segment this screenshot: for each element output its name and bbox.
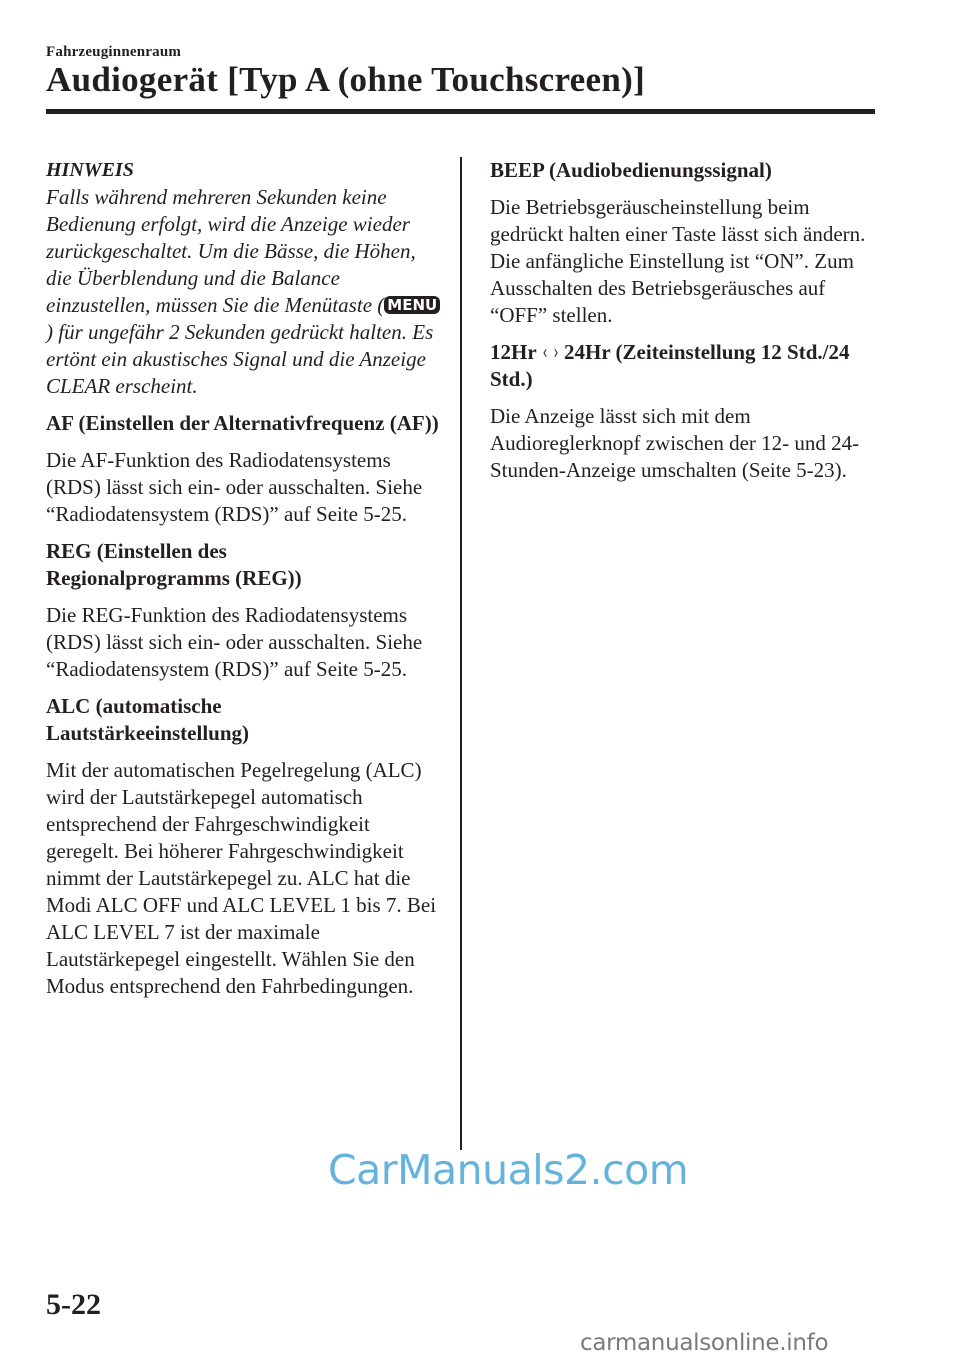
beep-body: Die Betriebsgeräuscheinstellung beim gedrückt halten einer Taste lässt sich ändern. Die anfängliche Einstellung ist “ON”. Zum Ausschalten des Betriebsgeräusches auf “OFF” stellen. — [490, 195, 866, 327]
alc-heading-line1: ALC (automatische — [46, 694, 222, 718]
reg-heading-line2: Regionalprogramms (REG)) — [46, 566, 302, 590]
note-text-part2: ) für ungefähr 2 Sekunden gedrückt halten. Es ertönt ein akustisches Signal und die Anzeige CLEAR erscheint. — [46, 320, 434, 398]
chevron-right-icon: › — [553, 340, 559, 364]
title-rule — [46, 109, 875, 114]
carmanuals-watermark: CarManuals2.com — [328, 1146, 689, 1194]
page-number: 5-22 — [46, 1288, 101, 1321]
beep-heading: BEEP (Audiobedienungssignal) — [490, 158, 772, 182]
chevron-left-icon: ‹ — [542, 340, 547, 364]
alc-heading-line2: Lautstärkeeinstellung) — [46, 721, 250, 745]
reg-heading-line1: REG (Einstellen des — [46, 539, 227, 563]
menu-button-icon: MENU — [384, 296, 440, 314]
reg-heading — [46, 538, 446, 592]
note-text-part1: Falls während mehreren Sekunden keine Bedienung erfolgt, wird die Anzeige wieder zurückgeschaltet. Um die Bässe, die Höhen, die Überblendung und die Balance einzustellen, müssen Sie die Menütaste ( — [46, 185, 416, 317]
af-heading: AF (Einstellen der Alternativfrequenz (AF)) — [46, 411, 439, 435]
alc-heading — [46, 693, 446, 747]
af-body: Die AF-Funktion des Radiodatensystems (RDS) lässt sich ein- oder ausschalten. Siehe “Radiodatensystem (RDS)” auf Seite 5-25. — [46, 448, 423, 526]
note-text — [46, 184, 446, 400]
clock-heading — [490, 339, 870, 393]
note-box — [46, 157, 446, 400]
right-column — [490, 157, 870, 494]
left-column — [46, 157, 446, 1010]
clock-heading-end: 24Hr (Zeiteinstellung 12 Std./24 Std.) — [490, 340, 850, 391]
reg-body: Die REG-Funktion des Radiodatensystems (RDS) lässt sich ein- oder ausschalten. Siehe “Radiodatensystem (RDS)” auf Seite 5-25. — [46, 603, 423, 681]
clock-heading-start: 12Hr — [490, 340, 537, 364]
alc-body: Mit der automatischen Pegelregelung (ALC) wird der Lautstärkepegel automatisch entsprechend der Fahrgeschwindigkeit geregelt. Bei höherer Fahrgeschwindigkeit nimmt der Lautstärkepegel zu. ALC hat die Modi ALC OFF und ALC LEVEL 1 bis 7. Bei ALC LEVEL 7 ist der maximale Lautstärkepegel eingestellt. Wählen Sie den Modus entsprechend den Fahrbedingungen. — [46, 758, 437, 998]
page-title: Audiogerät [Typ A (ohne Touchscreen)] — [46, 60, 646, 99]
site-watermark: carmanualsonline.info — [580, 1330, 829, 1356]
note-label: HINWEIS — [46, 159, 134, 181]
column-divider — [460, 157, 462, 1150]
section-label: Fahrzeuginnenraum — [46, 44, 182, 60]
clock-body: Die Anzeige lässt sich mit dem Audioreglerknopf zwischen der 12- und 24-Stunden-Anzeige umschalten (Seite 5-23). — [490, 404, 860, 482]
